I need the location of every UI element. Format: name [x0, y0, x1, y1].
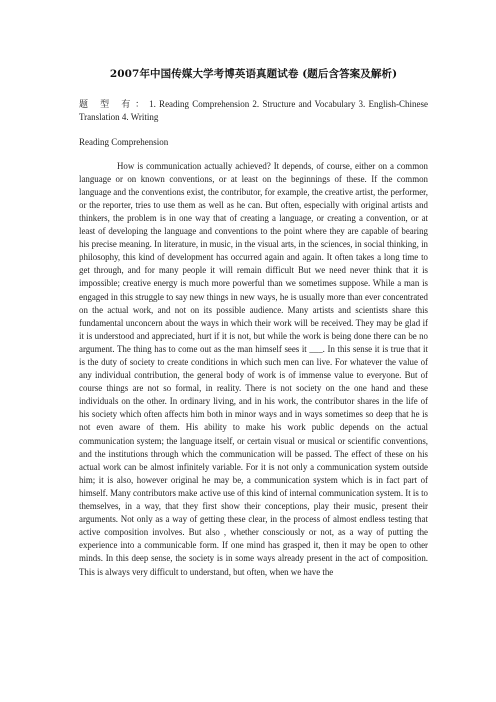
- question-types: [79, 98, 428, 125]
- question-types-list: 1. Reading Comprehension 2. Structure and Vocabulary 3. English-Chinese Translation 4. Writing: [79, 99, 428, 123]
- document-title: 2007年中国传媒大学考博英语真题试卷 (题后含答案及解析): [109, 68, 398, 80]
- reading-passage: How is communication actually achieved? It depends, of course, either on a common language or on known conventions, or at least on the beginnings of these. If the common language and the conventions exist, the contributor, for example, the creative artist, the performer, or the reporter, tries to use them as well as he can. But often, especially with original artists and thinkers, the problem is in one way that of creating a language, or creating a convention, or at least of developing the language and conventions to the point where they are capable of bearing his precise meaning. In literature, in music, in the visual arts, in the sciences, in social thinking, in philosophy, this kind of development has occurred again and again. It often takes a long time to get through, and for many people it will remain difficult But we need never think that it is impossible; creative energy is much more powerful than we sometimes suppose. While a man is engaged in this struggle to say new things in new ways, he is usually more than ever concentrated on the actual work, and not on its possible audience. Many artists and scientists share this fundamental unconcern about the ways in which their work will be received. They may be glad if it is understood and appreciated, hurt if it is not, but while the work is being done there can be no argument. The thing has to come out as the man himself sees it ___. In this sense it is true that it is the duty of society to create conditions in which such men can live. For whatever the value of any individual contribution, the general body of work is of immense value to everyone. But of course things are not so formal, in reality. There is not society on the one hand and these individuals on the other. In ordinary living, and in his work, the contributor shares in the life of his society which often affects him both in minor ways and in ways sometimes so deep that he is not even aware of them. His ability to make his work public depends on the actual communication system; the language itself, or certain visual or musical or scientific conventions, and the institutions through which the communication will be passed. The effect of these on his actual work can be almost infinitely variable. For it is not only a communication system outside him; it is also, however original he may be, a communication system which is in fact part of himself. Many contributors make active use of this kind of internal communication system. It is to themselves, in a way, that they first show their conceptions, play their music, present their arguments. Not only as a way of getting these clear, in the process of almost endless testing that active composition involves. But also , whether consciously or not, as a way of putting the experience into a communicable form. If one mind has grasped it, then it may be open to other minds. In this deep sense, the society is in some ways already present in the act of composition. This is always very difficult to understand, but often, when we have the: [79, 160, 428, 577]
- section-heading: Reading Comprehension: [79, 136, 169, 147]
- question-types-label: 题 型 有：: [79, 99, 150, 109]
